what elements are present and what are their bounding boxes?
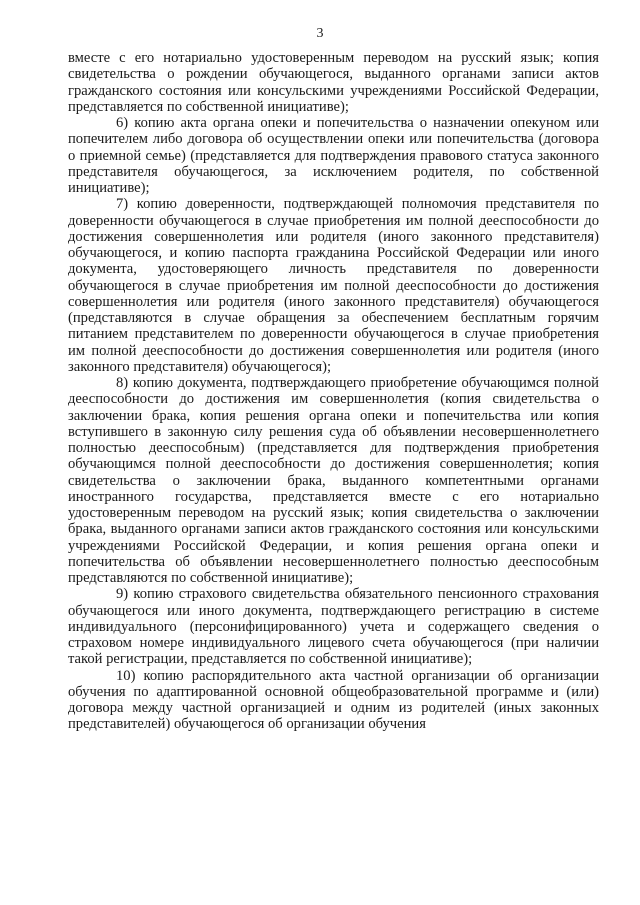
paragraph-item-9: 9) копию страхового свидетельства обязательного пенсионного страхования обучающегося или иного документа, подтверждающего регистрацию в системе индивидуального (персонифицированного) учета и содержащего сведения о страховом номере индивидуального лицевого счета обучающегося (при наличии такой регистрации, представляется по собственной инициативе); xyxy=(68,586,599,668)
paragraph-continuation: вместе с его нотариально удостоверенным переводом на русский язык; копия свидетельства о рождении обучающегося, выданного органами записи актов гражданского состояния или консульскими учреждениями Российской Федерации, представляется по собственной инициативе); xyxy=(68,50,599,115)
page-number: 3 xyxy=(316,26,324,41)
paragraph-item-7: 7) копию доверенности, подтверждающей полномочия представителя по доверенности обучающегося в случае приобретения им полной дееспособности до достижения совершеннолетия или родителя (иного законного представителя) обучающегося, и копию паспорта гражданина Российской Федерации или иного документа, удостоверяющего личность представителя по доверенности обучающегося в случае приобретения им полной дееспособности до достижения совершеннолетия или родителя (иного законного представителя) обучающегося (представляются в случае обращения за обеспечением бесплатным горячим питанием представителем по доверенности обучающегося в случае приобретения им полной дееспособности до достижения совершеннолетия или родителя (иного законного представителя) обучающегося); xyxy=(68,196,599,375)
paragraph-item-8: 8) копию документа, подтверждающего приобретение обучающимся полной дееспособности до достижения им совершеннолетия (копия свидетельства о заключении брака, копия решения органа опеки и попечительства или копия вступившего в законную силу решения суда об объявлении несовершеннолетнего полностью дееспособным) (представляется для подтверждения приобретения обучающимся полной дееспособности до достижения совершеннолетия; копия свидетельства о заключении брака, выданного компетентными органами иностранного государства, представляется вместе с его нотариально удостоверенным переводом на русский язык; копия свидетельства о заключении брака, выданного органами записи актов гражданского состояния или консульскими учреждениями Российской Федерации, и копия решения органа опеки и попечительства об объявлении несовершеннолетнего полностью дееспособным представляются по собственной инициативе); xyxy=(68,375,599,586)
paragraph-item-6: 6) копию акта органа опеки и попечительства о назначении опекуном или попечителем либо договора об осуществлении опеки или попечительства (договора о приемной семье) (представляется для подтверждения правового статуса законного представителя обучающегося, за исключением родителя, по собственной инициативе); xyxy=(68,115,599,196)
paragraph-item-10: 10) копию распорядительного акта частной организации об организации обучения по адаптированной основной общеобразовательной программе и (или) договора между частной организацией и одним из родителей (иных законных представителей) обучающегося об организации обучения xyxy=(68,667,599,733)
document-body xyxy=(68,50,599,733)
